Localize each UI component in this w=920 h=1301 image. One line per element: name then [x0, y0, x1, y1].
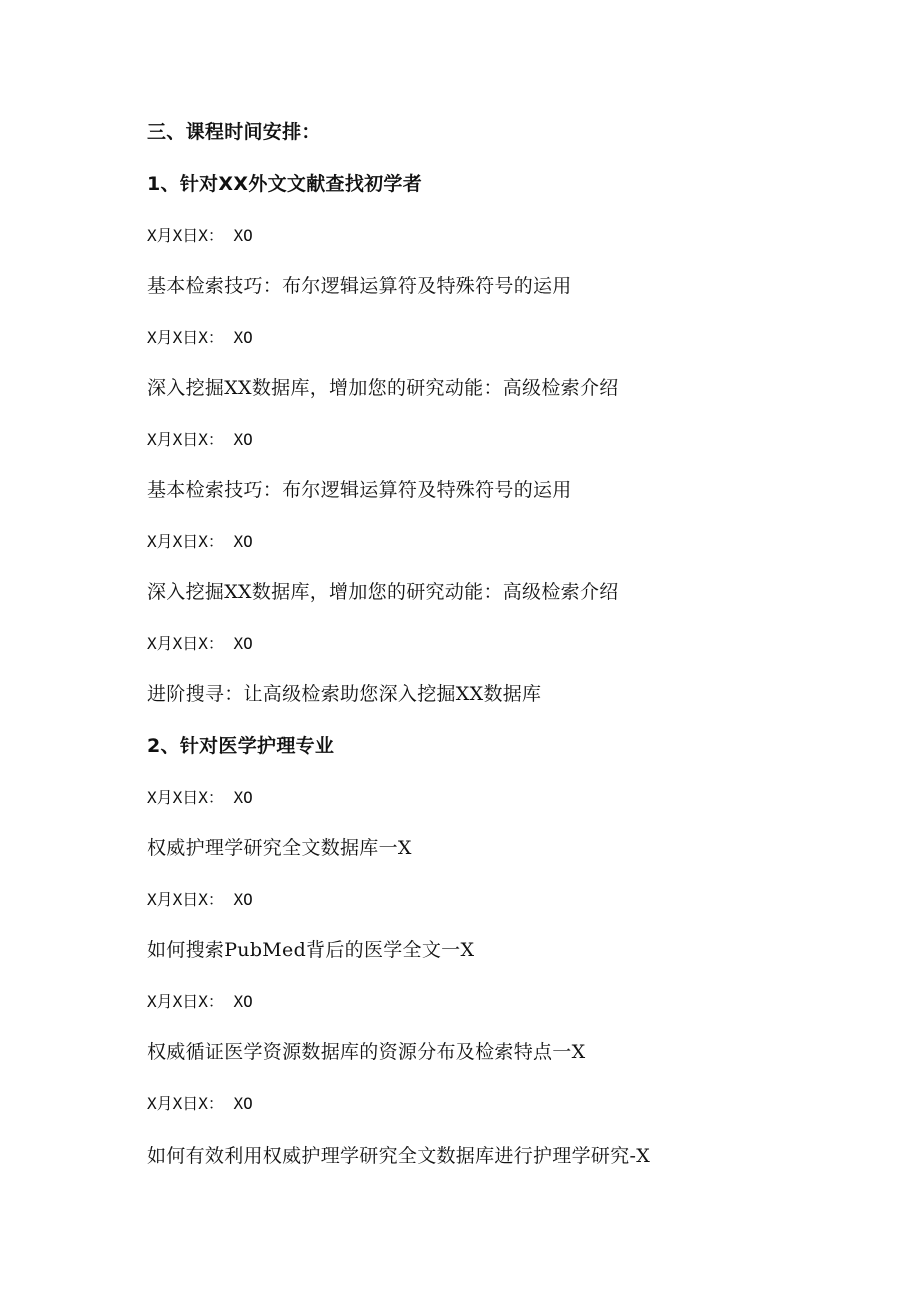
session-time: X月X日X： XO — [147, 634, 253, 653]
session-time: X月X日X： XO — [147, 532, 253, 551]
session-topic: 进阶搜寻：让高级检索助您深入挖掘XX数据库 — [147, 683, 542, 705]
session-topic: 深入挖掘XX数据库，增加您的研究动能：高级检索介绍 — [147, 581, 619, 603]
session-topic: 权威护理学研究全文数据库一X — [147, 837, 412, 859]
session-time: X月X日X： XO — [147, 430, 253, 449]
section-heading: 三、课程时间安排： — [147, 121, 321, 143]
session-topic: 深入挖掘XX数据库，增加您的研究动能：高级检索介绍 — [147, 377, 619, 399]
session-time: X月X日X： XO — [147, 1094, 253, 1113]
group-title-nursing: 2、针对医学护理专业 — [147, 735, 335, 757]
session-time: X月X日X： XO — [147, 328, 253, 347]
session-topic: 如何搜索PubMed背后的医学全文一X — [147, 939, 475, 961]
session-time: X月X日X： XO — [147, 788, 253, 807]
session-time: X月X日X： XO — [147, 992, 253, 1011]
session-time: X月X日X： XO — [147, 226, 253, 245]
session-time: X月X日X： XO — [147, 890, 253, 909]
session-topic: 基本检索技巧：布尔逻辑运算符及特殊符号的运用 — [147, 479, 572, 501]
session-topic: 如何有效利用权威护理学研究全文数据库进行护理学研究-X — [147, 1145, 651, 1167]
session-topic: 权威循证医学资源数据库的资源分布及检索特点一X — [147, 1041, 586, 1063]
group-title-beginners: 1、针对XX外文文献查找初学者 — [147, 173, 423, 195]
session-topic: 基本检索技巧：布尔逻辑运算符及特殊符号的运用 — [147, 275, 572, 297]
